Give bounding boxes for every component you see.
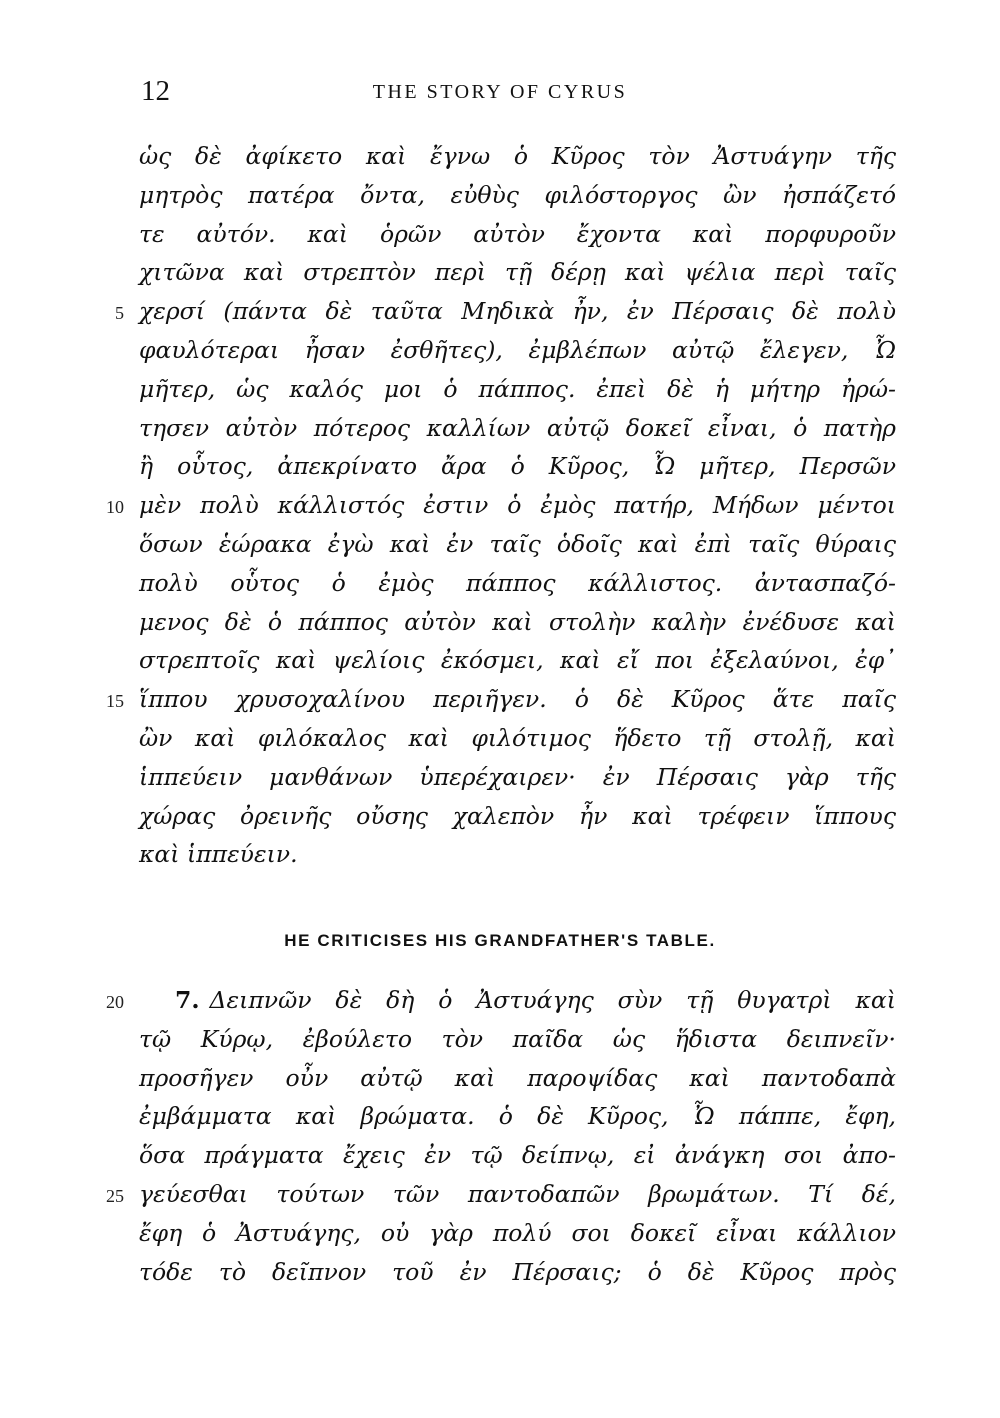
text-line [0, 1059, 1000, 1098]
text-line [0, 176, 1000, 215]
line-number: 25 [106, 1185, 124, 1206]
line-text: τησεν αὐτὸν πότερος καλλίων αὐτῷ δοκεῖ εἶναι, ὁ πατὴρ [139, 413, 896, 442]
text-line [0, 680, 1000, 719]
paragraph-cyrus-greets-grandfather [0, 137, 1000, 874]
line-text: μητρὸς πατέρα ὄντα, εὐθὺς φιλόστοργος ὢν ἠσπάζετό [139, 180, 896, 209]
line-text: προσῆγεν οὖν αὐτῷ καὶ παροψίδας καὶ παντοδαπὰ [139, 1063, 896, 1092]
line-text: ἵππου χρυσοχαλίνου περιῆγεν. ὁ δὲ Κῦρος ἅτε παῖς [139, 685, 896, 714]
line-text: τόδε τὸ δεῖπνον τοῦ ἐν Πέρσαις; ὁ δὲ Κῦρος πρὸς [139, 1257, 896, 1286]
text-line [0, 292, 1000, 331]
line-text: τῷ Κύρῳ, ἐβούλετο τὸν παῖδα ὡς ἥδιστα δειπνεῖν· [139, 1024, 896, 1053]
line-text: χώρας ὀρεινῆς οὔσης χαλεπὸν ἦν καὶ τρέφειν ἵππους [139, 801, 896, 830]
line-text: καὶ ἱππεύειν. [139, 840, 298, 869]
text-line [0, 1136, 1000, 1175]
line-text: ἔφη ὁ Ἀστυάγης, οὐ γὰρ πολύ σοι δοκεῖ εἶναι κάλλιον [139, 1218, 896, 1247]
text-line [0, 1097, 1000, 1136]
text-line [0, 253, 1000, 292]
line-text: ἱππεύειν μανθάνων ὑπερέχαιρεν· ἐν Πέρσαις γὰρ τῆς [139, 762, 896, 791]
section-heading: HE CRITICISES HIS GRANDFATHER'S TABLE. [284, 931, 716, 950]
text-line [0, 409, 1000, 448]
page-number: 12 [141, 75, 170, 107]
line-text: ὡς δὲ ἀφίκετο καὶ ἔγνω ὁ Κῦρος τὸν Ἀστυάγην τῆς [139, 142, 896, 170]
line-number: 20 [106, 992, 124, 1012]
line-text: ὢν καὶ φιλόκαλος καὶ φιλότιμος ἥδετο τῇ στολῇ, καὶ [139, 723, 896, 752]
line-text: ἢ οὗτος, ἀπεκρίνατο ἄρα ὁ Κῦρος, Ὦ μῆτερ, Περσῶν [139, 452, 896, 481]
text-line [0, 525, 1000, 564]
line-text: χιτῶνα καὶ στρεπτὸν περὶ τῇ δέρῃ καὶ ψέλια περὶ ταῖς [139, 258, 896, 287]
line-text: ἐμβάμματα καὶ βρώματα. ὁ δὲ Κῦρος, Ὦ πάππε, ἔφη, [139, 1102, 896, 1131]
text-line [0, 1214, 1000, 1253]
text-line [0, 447, 1000, 486]
line-number: 10 [106, 497, 124, 518]
text-line [0, 719, 1000, 758]
text-line [0, 981, 1000, 1020]
line-text-body: Δειπνῶν δὲ δὴ ὁ Ἀστυάγης σὺν τῇ θυγατρὶ καὶ [209, 986, 896, 1014]
line-number: 5 [115, 303, 124, 324]
text-line [0, 486, 1000, 525]
line-text: φαυλότεραι ἦσαν ἐσθῆτες), ἐμβλέπων αὐτῷ ἔλεγεν, Ὦ [139, 335, 896, 364]
line-text: πολὺ οὗτος ὁ ἐμὸς πάππος κάλλιστος. ἀντασπαζό- [139, 568, 896, 597]
text-line [0, 835, 1000, 874]
text-line [0, 1020, 1000, 1059]
line-text: ὅσων ἑώρακα ἐγὼ καὶ ἐν ταῖς ὁδοῖς καὶ ἐπὶ ταῖς θύραις [139, 529, 896, 558]
text-line [0, 331, 1000, 370]
text-line [0, 564, 1000, 603]
section-number: 7. [175, 986, 200, 1014]
text-line [0, 215, 1000, 254]
text-line [0, 370, 1000, 409]
text-line [0, 603, 1000, 642]
line-text [175, 981, 896, 1020]
text-line [0, 137, 1000, 176]
line-text: τε αὐτόν. καὶ ὁρῶν αὐτὸν ἔχοντα καὶ πορφυροῦν [139, 219, 896, 248]
text-line [0, 641, 1000, 680]
line-text: μενος δὲ ὁ πάππος αὐτὸν καὶ στολὴν καλὴν ἐνέδυσε καὶ [139, 607, 896, 636]
text-line [0, 1253, 1000, 1292]
text-line [0, 758, 1000, 797]
page-header [0, 74, 1000, 114]
line-number: 15 [106, 691, 124, 712]
line-text: ὅσα πράγματα ἔχεις ἐν τῷ δείπνῳ, εἰ ἀνάγκη σοι ἀπο- [139, 1141, 896, 1170]
line-text: μῆτερ, ὡς καλός μοι ὁ πάππος. ἐπεὶ δὲ ἡ μήτηρ ἠρώ- [139, 374, 896, 403]
line-text: στρεπτοῖς καὶ ψελίοις ἐκόσμει, καὶ εἴ ποι ἐξελαύνοι, ἐφ᾽ [139, 646, 896, 675]
line-text: χερσί (πάντα δὲ ταῦτα Μηδικὰ ἦν, ἐν Πέρσαις δὲ πολὺ [139, 297, 896, 326]
running-title: THE STORY OF CYRUS [372, 81, 628, 103]
line-text: γεύεσθαι τούτων τῶν παντοδαπῶν βρωμάτων. Τί δέ, [139, 1179, 896, 1208]
text-line [0, 797, 1000, 836]
line-text: μὲν πολὺ κάλλιστός ἐστιν ὁ ἐμὸς πατήρ, Μήδων μέντοι [139, 491, 896, 520]
paragraph-grandfathers-table [0, 981, 1000, 1291]
text-line [0, 1175, 1000, 1214]
